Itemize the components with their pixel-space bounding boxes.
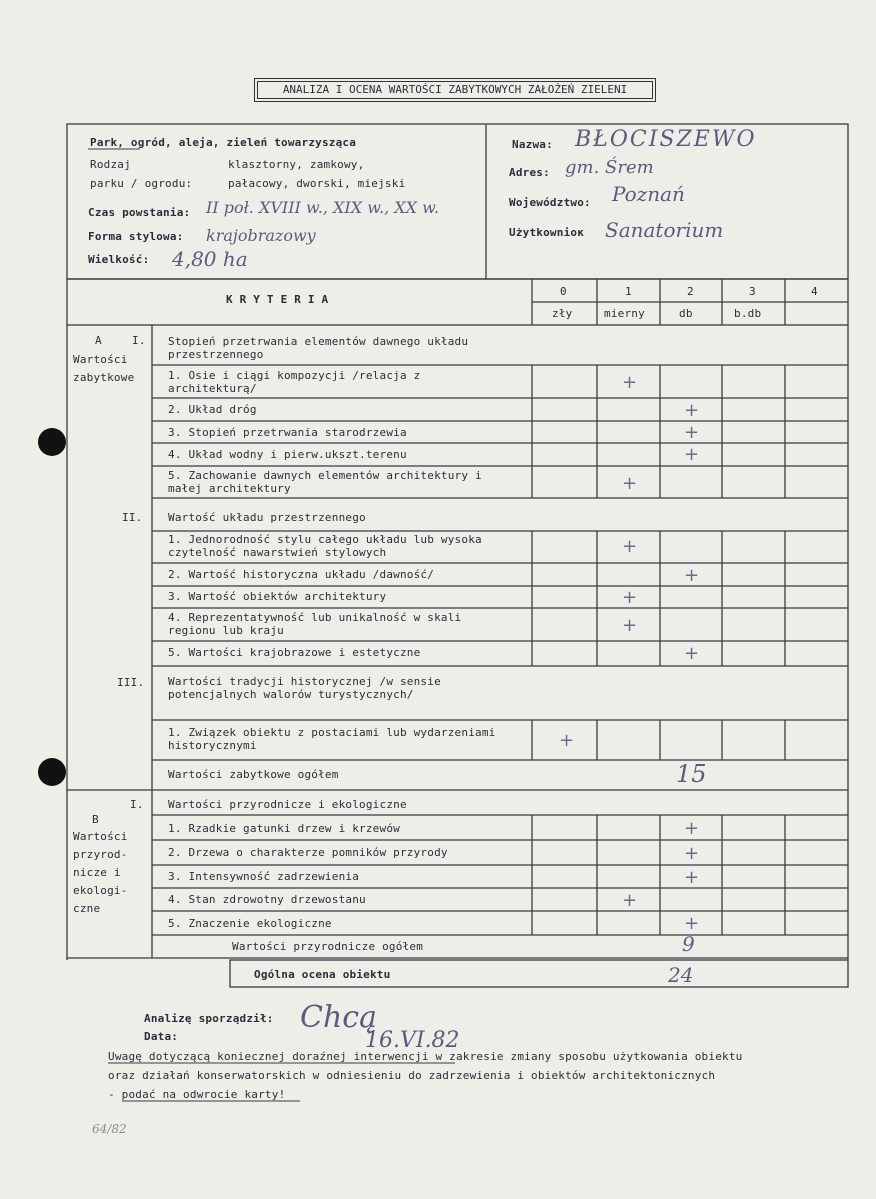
- czas-value: II poł. XVIII w., XIX w., XX w.: [206, 198, 439, 217]
- date-label: Data:: [144, 1030, 179, 1043]
- criterion-row-a1-1: 1. Osie i ciągi kompozycji /relacja z architekturą/: [168, 369, 421, 395]
- czas-label: Czas powstania:: [88, 206, 191, 219]
- adres-value: gm. Śrem: [565, 157, 654, 178]
- section-b-label-5: czne: [73, 902, 101, 915]
- wielkosc-value: 4,80 ha: [172, 247, 248, 271]
- scale-number-4: 4: [811, 285, 818, 298]
- scale-number-0: 0: [560, 285, 567, 298]
- section-a-roman-1: I.: [132, 334, 146, 347]
- forma-value: krajobrazowy: [206, 226, 316, 245]
- group-title-3: Wartości tradycji historycznej /w sensie potencjalnych walorów turystycznych/: [168, 675, 441, 701]
- section-b-roman: I.: [130, 798, 144, 811]
- rodzaj-label: Rodzaj: [90, 158, 131, 171]
- note-line-3: - podać na odwrocie karty!: [108, 1088, 286, 1101]
- section-b-label-4: ekologi-: [73, 884, 128, 897]
- rodzaj-values: klasztorny, zamkowy,: [228, 158, 365, 171]
- section-a-mark-9: +: [622, 615, 638, 636]
- section-a-mark-1: +: [622, 372, 638, 393]
- scale-word-3: b.db: [734, 307, 762, 320]
- section-b-group-title: Wartości przyrodnicze i ekologiczne: [168, 798, 407, 811]
- uzytkownik-label: Użytkowniок: [509, 226, 585, 239]
- section-a-label-2: zabytkowe: [73, 371, 135, 384]
- section-b-label-1: Wartości: [73, 830, 128, 843]
- wojewodztwo-label: Województwo:: [509, 196, 591, 209]
- criterion-row-b-5: 5. Znaczenie ekologiczne: [168, 917, 332, 930]
- section-a-total-value: 15: [676, 760, 707, 788]
- criterion-row-a1-2: 2. Układ dróg: [168, 403, 257, 416]
- criterion-row-a1-4: 4. Układ wodny i pierw.ukszt.terenu: [168, 448, 407, 461]
- section-a-mark-3: +: [684, 422, 700, 443]
- section-a-mark-6: +: [622, 536, 638, 557]
- section-a-label-1: Wartości: [73, 353, 128, 366]
- section-a-mark-4: +: [684, 444, 700, 465]
- section-b-mark-2: +: [684, 843, 700, 864]
- prepared-label: Analizę sporządził:: [144, 1012, 274, 1025]
- criterion-row-b-2: 2. Drzewa o charakterze pomników przyrody: [168, 846, 448, 859]
- section-b-total-label: Wartości przyrodnicze ogółem: [232, 940, 424, 953]
- park-label: Park, ogród, aleja, zieleń towarzysząca: [90, 136, 357, 149]
- criterion-row-b-1: 1. Rzadkie gatunki drzew i krzewów: [168, 822, 400, 835]
- criteria-label: K R Y T E R I A: [226, 293, 329, 306]
- criterion-row-a3-1: 1. Związek obiektu z postaciami lub wydarzeniami historycznymi: [168, 726, 496, 752]
- section-a-roman-3: III.: [117, 676, 145, 689]
- signature: Chcą: [300, 1000, 377, 1035]
- criterion-row-b-3: 3. Intensywność zadrzewienia: [168, 870, 360, 883]
- section-b-mark-1: +: [684, 818, 700, 839]
- nazwa-value: BŁOCISZEWO: [575, 127, 757, 152]
- criterion-row-a1-5: 5. Zachowanie dawnych elementów architektury i małej architektury: [168, 469, 482, 495]
- note-line-2: oraz działań konserwatorskich w odniesieniu do zadrzewienia i obiektów architektonicznych: [108, 1069, 716, 1082]
- forma-label: Forma stylowa:: [88, 230, 184, 243]
- section-a-mark-7: +: [684, 565, 700, 586]
- section-a-letter: A: [95, 334, 102, 347]
- wielkosc-label: Wielkość:: [88, 253, 150, 266]
- section-b-label-3: nicze i: [73, 866, 121, 879]
- uzytkownik-value: Sanatorium: [605, 218, 724, 242]
- scale-word-1: mierny: [604, 307, 645, 320]
- criterion-row-a2-5: 5. Wartości krajobrazowe i estetyczne: [168, 646, 421, 659]
- parku-label: parku / ogrodu:: [90, 177, 193, 190]
- section-a-roman-2: II.: [122, 511, 143, 524]
- section-b-total-value: 9: [682, 932, 695, 956]
- scale-word-2: db: [679, 307, 693, 320]
- section-a-mark-11: +: [559, 730, 575, 751]
- date-value: 16.VI.82: [365, 1028, 460, 1053]
- scale-number-2: 2: [687, 285, 694, 298]
- document-title: ANALIZA I OCENA WARTOŚCI ZABYTKOWYCH ZAŁOŻEŃ ZIELENI: [282, 83, 628, 96]
- section-a-total-label: Wartości zabytkowe ogółem: [168, 768, 339, 781]
- section-a-mark-10: +: [684, 643, 700, 664]
- section-a-mark-2: +: [684, 400, 700, 421]
- section-b-mark-4: +: [622, 890, 638, 911]
- note-line-1: Uwagę dotyczącą koniecznej doraźnej interwencji w zakresie zmiany sposobu użytkowania obiektu: [108, 1050, 743, 1063]
- overall-value: 24: [668, 963, 694, 987]
- criterion-row-a2-4: 4. Reprezentatywność lub unikalność w skali regionu lub kraju: [168, 611, 462, 637]
- criterion-row-a2-2: 2. Wartość historyczna układu /dawność/: [168, 568, 435, 581]
- scale-word-0: zły: [552, 307, 573, 320]
- section-b-label-2: przyrod-: [73, 848, 128, 861]
- section-b-letter: B: [92, 813, 99, 826]
- archive-number: 64/82: [92, 1122, 127, 1136]
- section-a-mark-5: +: [622, 473, 638, 494]
- criterion-row-b-4: 4. Stan zdrowotny drzewostanu: [168, 893, 366, 906]
- group-title-2: Wartość układu przestrzennego: [168, 511, 366, 524]
- nazwa-label: Nazwa:: [512, 138, 553, 151]
- adres-label: Adres:: [509, 166, 550, 179]
- group-title-1: Stopień przetrwania elementów dawnego układu przestrzennego: [168, 335, 469, 361]
- overall-label: Ogólna ocena obiektu: [254, 968, 391, 981]
- scale-number-3: 3: [749, 285, 756, 298]
- section-b-mark-5: +: [684, 913, 700, 934]
- criterion-row-a2-3: 3. Wartość obiektów architektury: [168, 590, 387, 603]
- criterion-row-a1-3: 3. Stopień przetrwania starodrzewia: [168, 426, 407, 439]
- section-b-mark-3: +: [684, 867, 700, 888]
- criterion-row-a2-1: 1. Jednorodność stylu całego układu lub wysoka czytelność nawarstwień stylowych: [168, 533, 482, 559]
- parku-values: pałacowy, dworski, miejski: [228, 177, 406, 190]
- section-a-mark-8: +: [622, 587, 638, 608]
- wojewodztwo-value: Poznań: [612, 182, 685, 206]
- scale-number-1: 1: [625, 285, 632, 298]
